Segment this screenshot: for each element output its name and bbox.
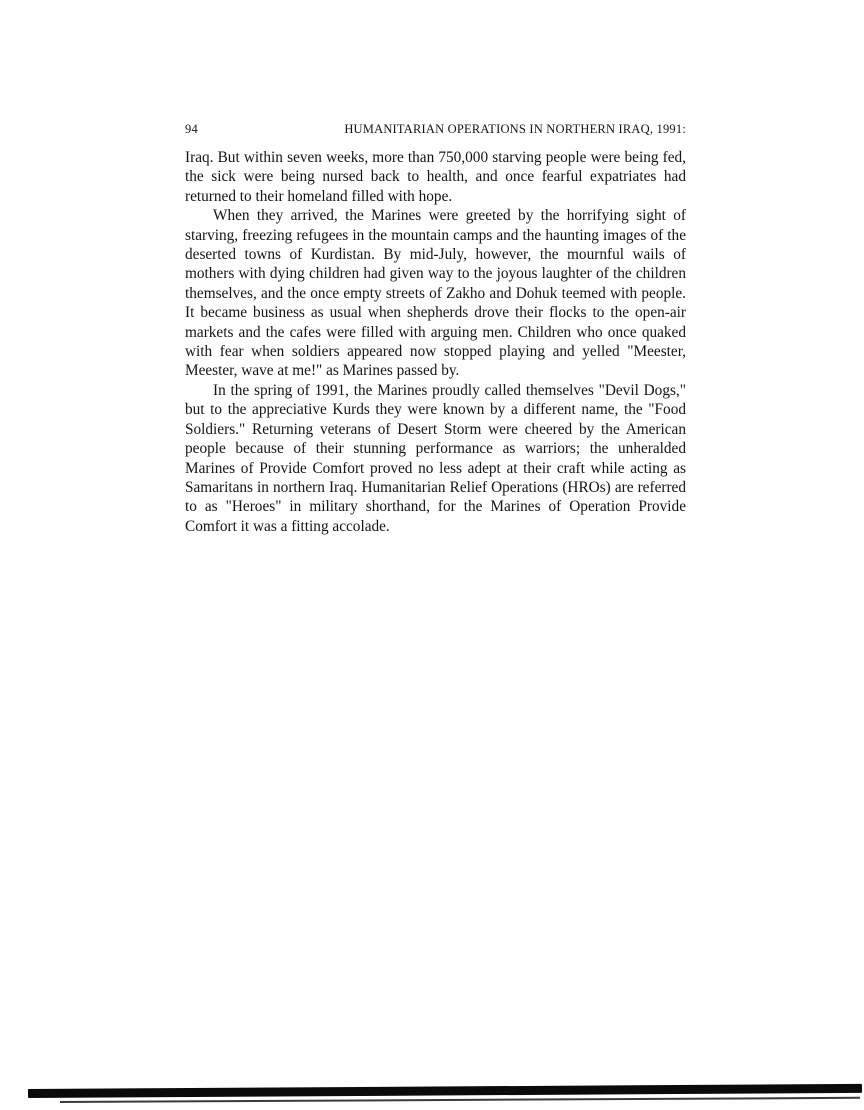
- running-title: HUMANITARIAN OPERATIONS IN NORTHERN IRAQ, 1991:: [344, 122, 686, 136]
- scan-artifact-thin-line: [60, 1097, 860, 1103]
- scan-artifact-bar: [28, 1084, 862, 1098]
- paragraph-continuation: Iraq. But within seven weeks, more than 750,000 starving people were being fed, the sick were being nursed back to health, and once fearful expatriates had returned to their homeland filled with hope.: [185, 149, 686, 205]
- page-number: 94: [185, 122, 198, 136]
- paragraph: When they arrived, the Marines were greeted by the horrifying sight of starving, freezing refugees in the mountain camps and the haunting images of the deserted towns of Kurdistan. By mid-July, however, the mournful wails of mothers with dying children had given way to the joyous laughter of the children themselves, and the once empty streets of Zakho and Dohuk teemed with people. It became business as usual when shepherds drove their flocks to the open-air markets and the cafes were filled with arguing men. Children who once quaked with fear when soldiers appeared now stopped playing and yelled "Meester, Meester, wave at me!" as Marines passed by.: [185, 207, 686, 380]
- page-header: [185, 122, 686, 137]
- paragraph: In the spring of 1991, the Marines proudly called themselves "Devil Dogs," but to the appreciative Kurds they were known by a different name, the "Food Soldiers." Returning veterans of Desert Storm were cheered by the American people because of their stunning performance as warriors; the unheralded Marines of Provide Comfort proved no less adept at their craft while acting as Samaritans in northern Iraq. Humanitarian Relief Operations (HROs) are referred to as "Heroes" in military shorthand, for the Marines of Operation Provide Comfort it was a fitting accolade.: [185, 381, 686, 535]
- body-text: [185, 148, 686, 536]
